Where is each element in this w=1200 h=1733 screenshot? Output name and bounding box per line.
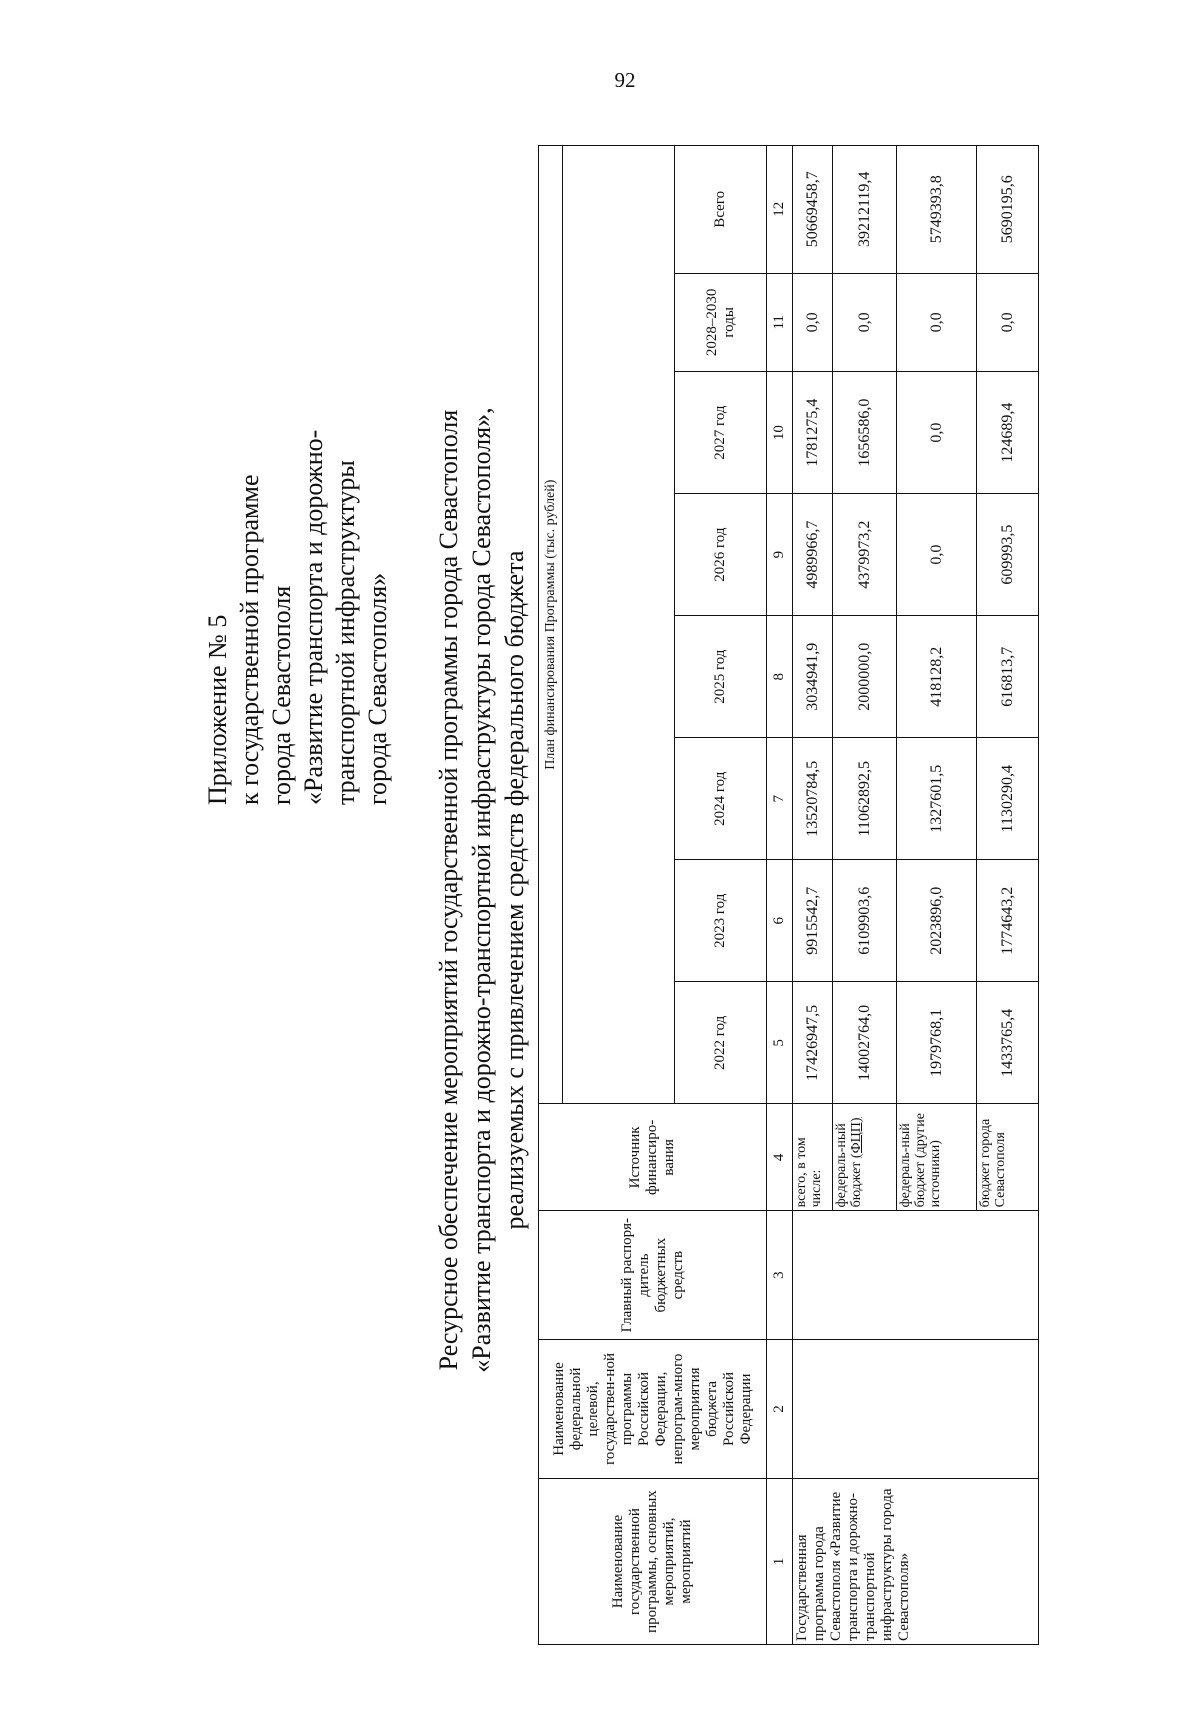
value-cell: 2023896,0 (897, 860, 977, 982)
appendix-line: города Севастополя» (363, 572, 392, 805)
value-cell: 50669458,7 (793, 146, 833, 274)
header-year-2024: 2024 год (675, 738, 767, 860)
value-cell: 9915542,7 (793, 860, 833, 982)
funding-source-cell: федераль-ный бюджет (другие источники) (897, 1104, 977, 1211)
header-year-2028-2030: 2028–2030 годы (675, 273, 767, 372)
column-number: 10 (767, 372, 793, 494)
value-cell: 17426947,5 (793, 982, 833, 1104)
header-year-2027: 2027 год (675, 372, 767, 494)
header-budget-manager: Главный распоря-дитель бюджетных средств (539, 1211, 767, 1339)
funding-table-wrapper (538, 145, 1039, 1645)
budget-manager-cell (793, 1211, 1039, 1339)
column-number: 7 (767, 738, 793, 860)
value-cell: 616813,7 (977, 616, 1039, 738)
value-cell: 3034941,9 (793, 616, 833, 738)
federal-program-cell (793, 1339, 1039, 1478)
value-cell: 0,0 (897, 494, 977, 616)
title-line: «Развитие транспорта и дорожно-транспортной инфраструктуры города Севастополя», (467, 407, 496, 1373)
value-cell: 1979768,1 (897, 982, 977, 1104)
appendix-line: «Развитие транспорта и дорожно- (299, 429, 328, 805)
value-cell: 5690195,6 (977, 146, 1039, 274)
header-spacer (563, 146, 675, 1104)
value-cell: 1656586,0 (833, 372, 897, 494)
appendix-line: Приложение № 5 (203, 614, 232, 805)
value-cell: 1130290,4 (977, 738, 1039, 860)
header-year-2025: 2025 год (675, 616, 767, 738)
value-cell: 11062892,5 (833, 738, 897, 860)
header-year-2026: 2026 год (675, 494, 767, 616)
column-number: 9 (767, 494, 793, 616)
header-year-2023: 2023 год (675, 860, 767, 982)
value-cell: 0,0 (833, 273, 897, 372)
value-cell: 1774643,2 (977, 860, 1039, 982)
header-funding-source: Источник финансиро-вания (539, 1104, 767, 1211)
column-number: 4 (767, 1104, 793, 1211)
program-name-cell: Государственная программа города Севастополя «Развитие транспорта и дорожно-транспортной инфраструктуры города Севастополя» (793, 1479, 1039, 1645)
appendix-note (202, 205, 394, 805)
column-number: 3 (767, 1211, 793, 1339)
column-number: 8 (767, 616, 793, 738)
header-funding-plan: План финансирования Программы (тыс. рублей) (539, 146, 563, 1104)
column-number: 2 (767, 1339, 793, 1478)
value-cell: 14002764,0 (833, 982, 897, 1104)
title-line: реализуемых с привлечением средств федерального бюджета (500, 550, 529, 1230)
value-cell: 4379973,2 (833, 494, 897, 616)
value-cell: 418128,2 (897, 616, 977, 738)
funding-source-text: федераль-ный бюджет (834, 1123, 864, 1208)
rotated-landscape-content (60, 105, 1100, 1665)
column-number: 11 (767, 273, 793, 372)
column-number: 12 (767, 146, 793, 274)
value-cell: 0,0 (793, 273, 833, 372)
page-number: 92 (614, 68, 636, 92)
value-cell: 0,0 (897, 273, 977, 372)
document-title (432, 275, 531, 1505)
appendix-line: к государственной программе (235, 474, 264, 805)
funding-source-cell: бюджет города Севастополя (977, 1104, 1039, 1211)
value-cell: 1327601,5 (897, 738, 977, 860)
funding-table (538, 145, 1039, 1645)
value-cell: 4989966,7 (793, 494, 833, 616)
value-cell: 5749393,8 (897, 146, 977, 274)
header-total: Всего (675, 146, 767, 274)
value-cell: 2000000,0 (833, 616, 897, 738)
value-cell: 0,0 (897, 372, 977, 494)
column-number: 6 (767, 860, 793, 982)
header-federal-program: Наименование федеральной целевой, государствен-ной программы Российской Федерации, непрограм-много мероприятия бюджета Российской Федерации (539, 1339, 767, 1478)
title-line: Ресурсное обеспечение мероприятий государственной программы города Севастополя (434, 409, 463, 1371)
column-number: 5 (767, 982, 793, 1104)
value-cell: 124689,4 (977, 372, 1039, 494)
appendix-line: транспортной инфраструктуры (331, 460, 360, 805)
value-cell: 39212119,4 (833, 146, 897, 274)
appendix-line: города Севастополя (267, 585, 296, 805)
value-cell: 609993,5 (977, 494, 1039, 616)
value-cell: 1433765,4 (977, 982, 1039, 1104)
table-row (793, 146, 833, 1645)
value-cell: 13520784,5 (793, 738, 833, 860)
value-cell: 1781275,4 (793, 372, 833, 494)
header-year-2022: 2022 год (675, 982, 767, 1104)
value-cell: 6109903,6 (833, 860, 897, 982)
funding-source-cell (833, 1104, 897, 1211)
header-program-name: Наименование государственной программы, основных мероприятий, мероприятий (539, 1479, 767, 1645)
funding-source-cell: всего, в том числе: (793, 1104, 833, 1211)
column-number: 1 (767, 1479, 793, 1645)
funding-source-underlined: (ФЦП) (849, 1117, 864, 1159)
value-cell: 0,0 (977, 273, 1039, 372)
